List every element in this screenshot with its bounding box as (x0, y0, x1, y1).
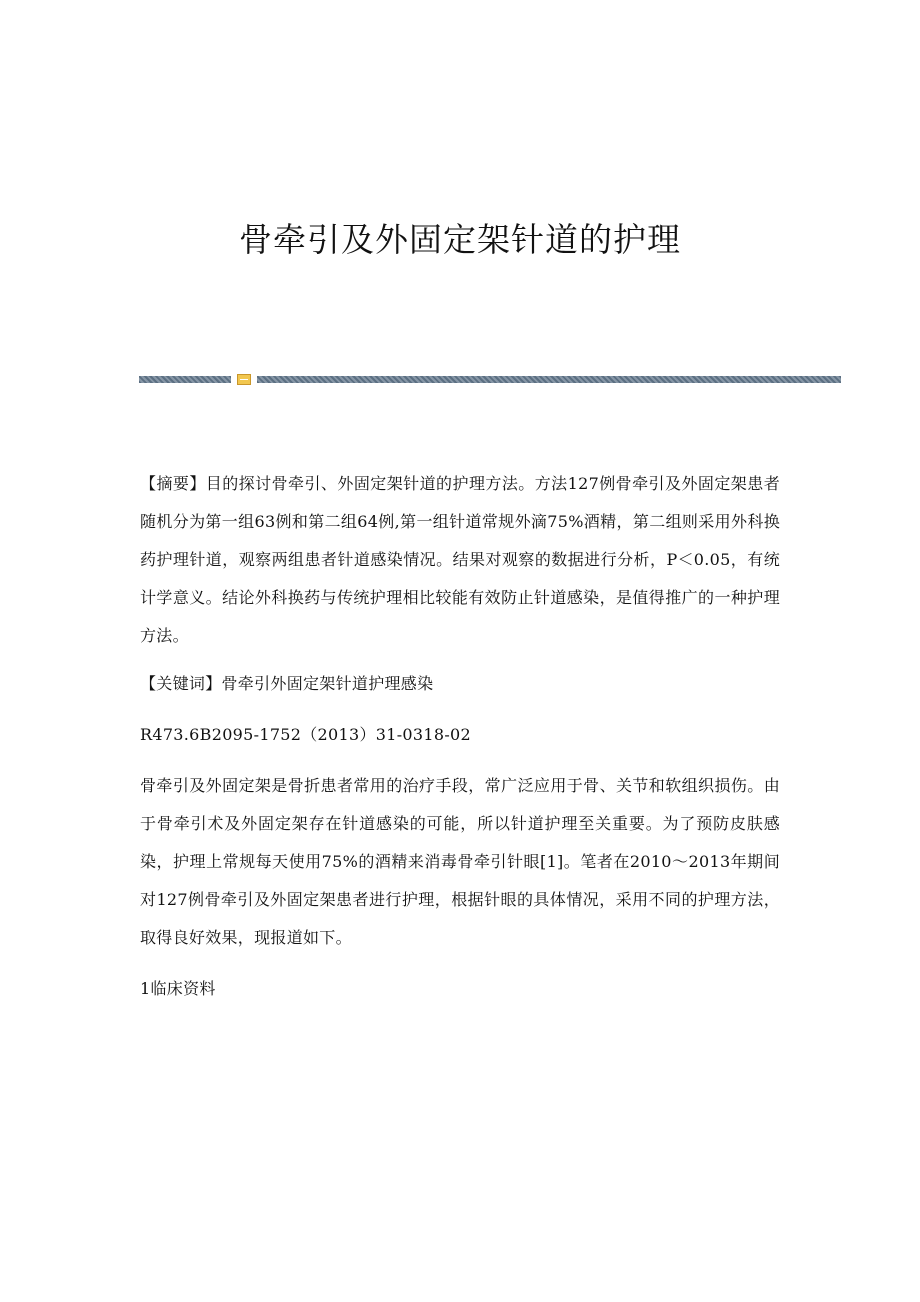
section-heading: 1临床资料 (140, 979, 216, 998)
divider-bar-left (139, 376, 231, 383)
article-body (140, 465, 780, 1008)
classification-line: R473.6B2095-1752（2013）31-0318-02 (140, 725, 472, 744)
keywords-paragraph: 【关键词】骨牵引外固定架针道护理感染 (140, 674, 434, 693)
intro-paragraph: 骨牵引及外固定架是骨折患者常用的治疗手段，常广泛应用于骨、关节和软组织损伤。由于骨牵引术及外固定架存在针道感染的可能，所以针道护理至关重要。为了预防皮肤感染，护理上常规每天使用75%的酒精来消毒骨牵引针眼[1]。笔者在2010～2013年期间对127例骨牵引及外固定架患者进行护理，根据针眼的具体情况，采用不同的护理方法，取得良好效果，现报道如下。 (140, 776, 780, 947)
divider-bar-right (257, 376, 841, 383)
page-title: 骨牵引及外固定架针道的护理 (239, 220, 681, 259)
abstract-paragraph: 【摘要】目的探讨骨牵引、外固定架针道的护理方法。方法127例骨牵引及外固定架患者随机分为第一组63例和第二组64例,第一组针道常规外滴75%酒精，第二组则采用外科换药护理针道，观察两组患者针道感染情况。结果对观察的数据进行分析，P＜0.05，有统计学意义。结论外科换药与传统护理相比较能有效防止针道感染，是值得推广的一种护理方法。 (140, 474, 780, 645)
divider-ornament-icon (237, 374, 251, 385)
title-divider (139, 374, 841, 385)
